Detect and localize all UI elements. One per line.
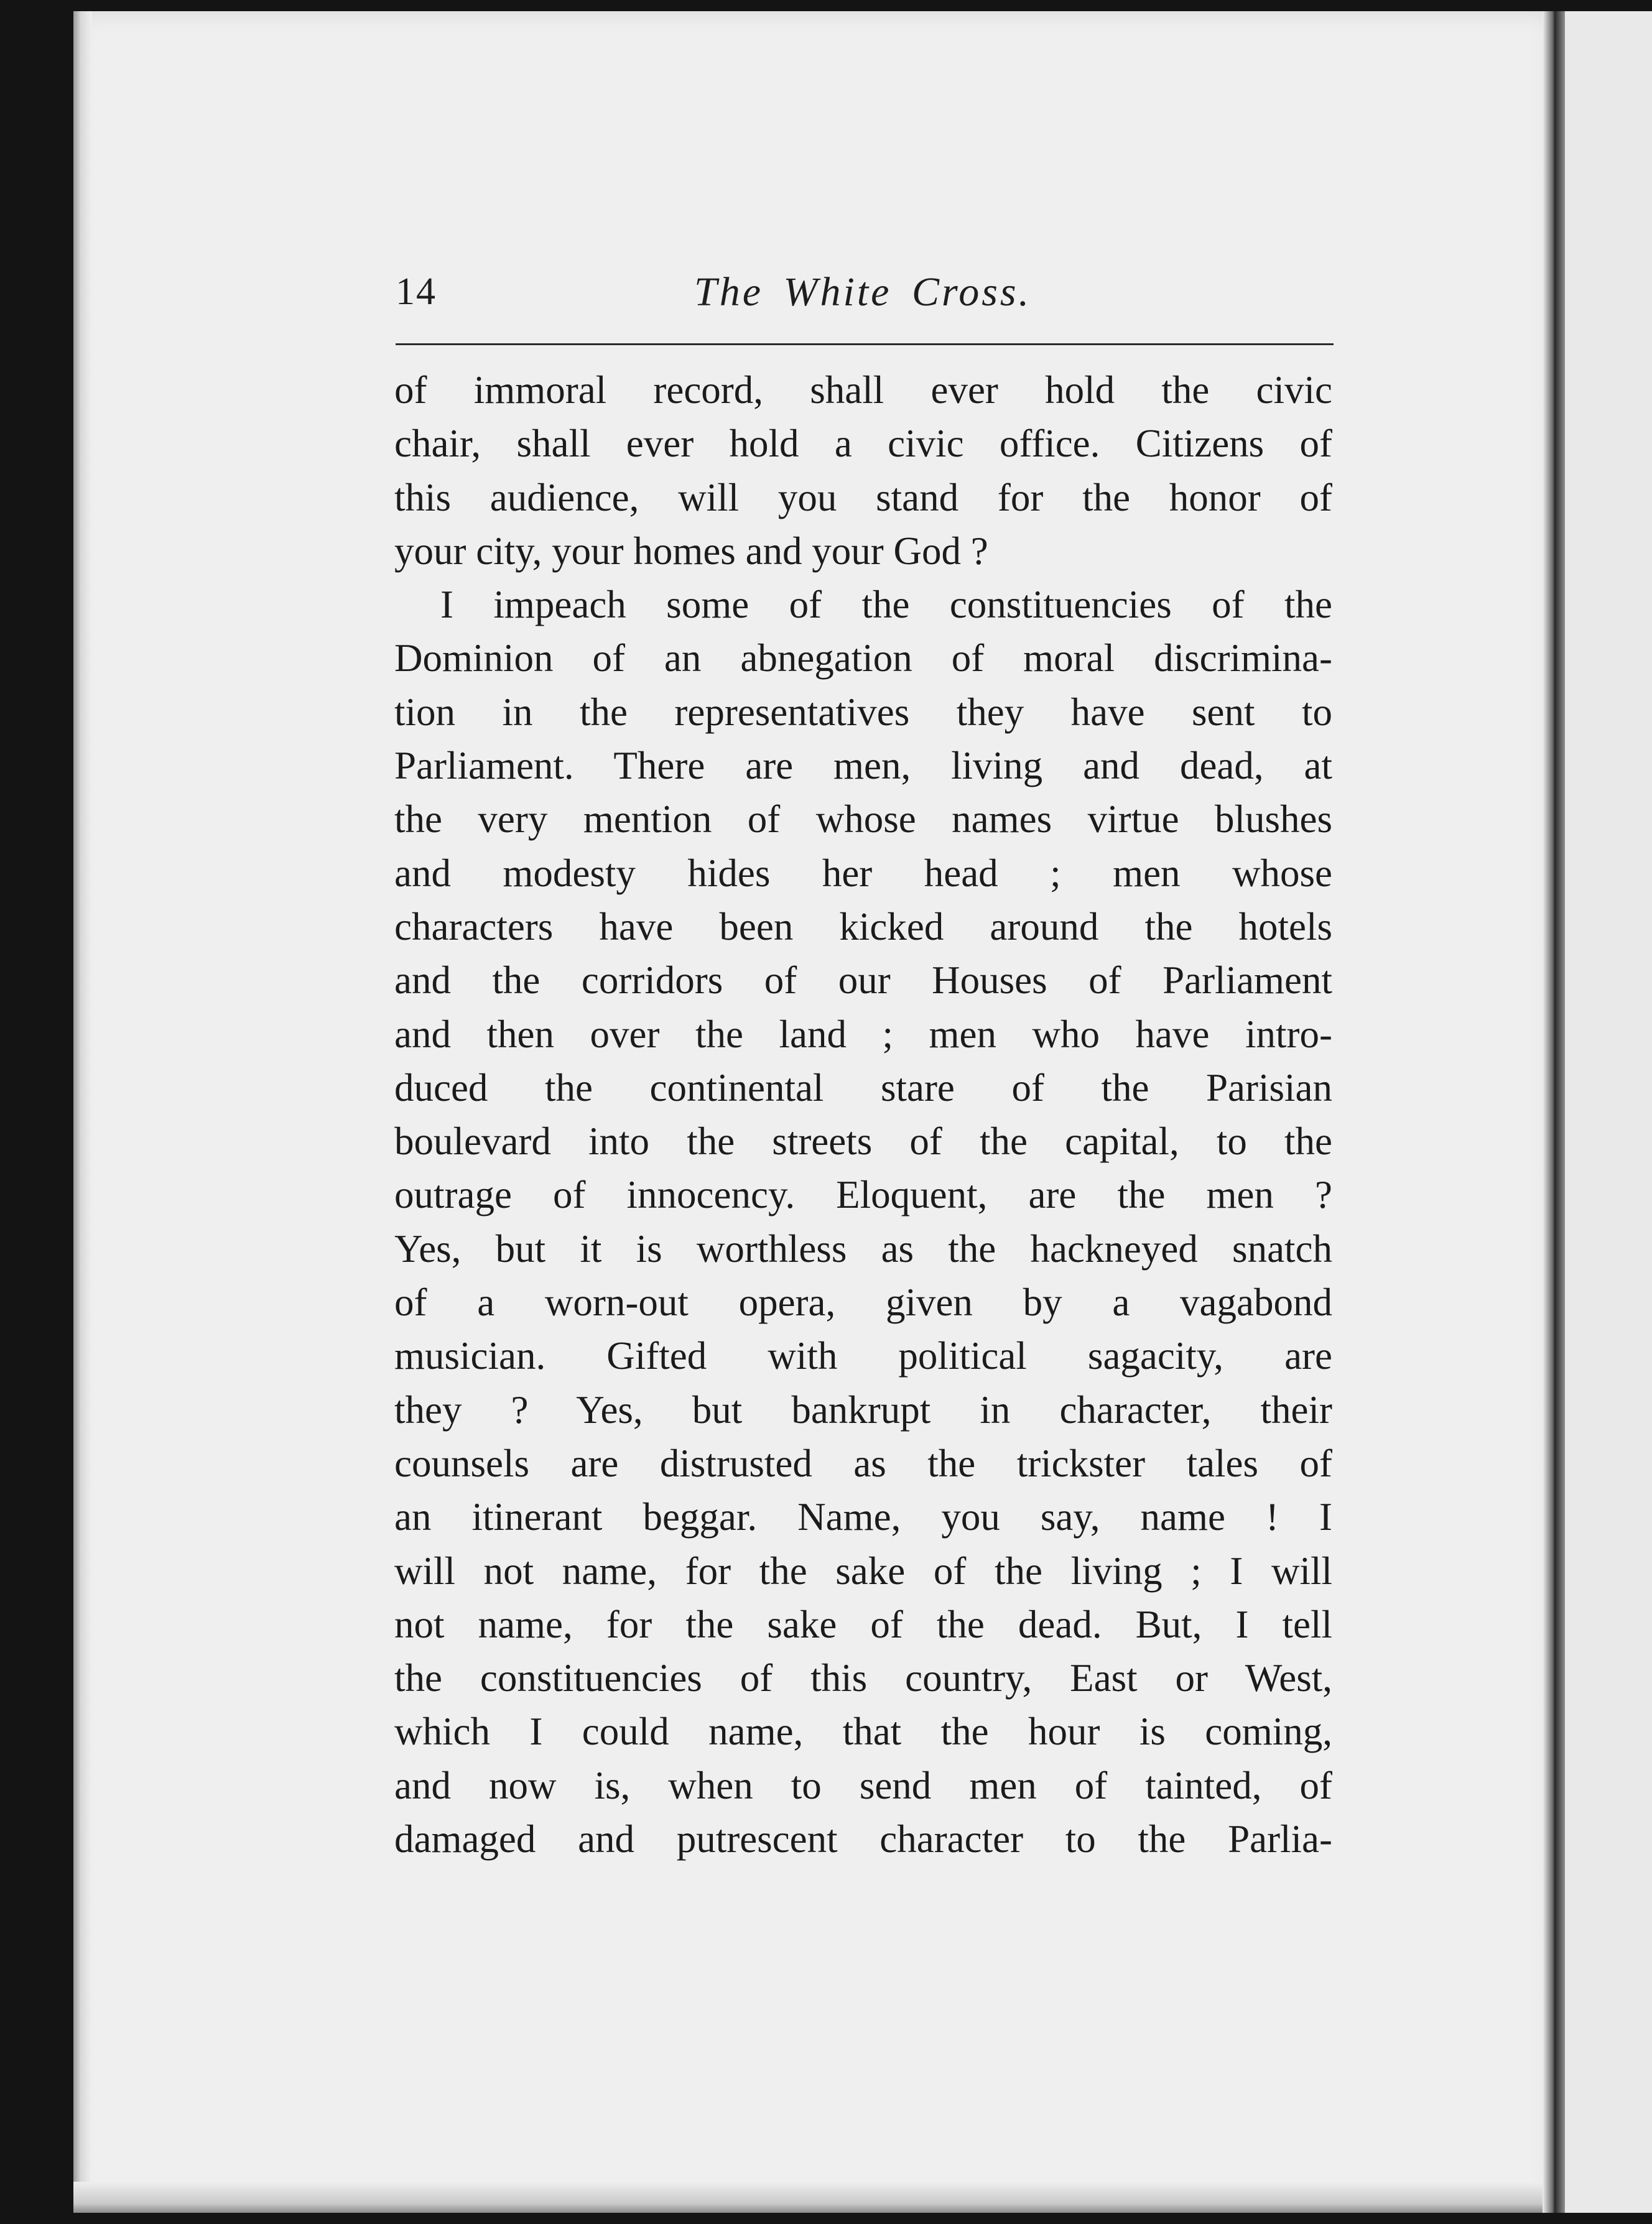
facing-page-edge bbox=[1554, 11, 1652, 2213]
running-title: The White Cross. bbox=[694, 269, 1032, 315]
text-line: not name, for the sake of the dead. But, I tell bbox=[394, 1602, 1332, 1646]
text-line: musician. Gifted with political sagacity, are bbox=[394, 1334, 1332, 1378]
text-line: of immoral record, shall ever hold the civic bbox=[394, 368, 1332, 412]
body-text bbox=[394, 363, 1332, 1866]
text-line: tion in the representatives they have sent to bbox=[394, 690, 1332, 734]
page-header bbox=[396, 264, 1334, 323]
text-line: Parliament. There are men, living and dead, at bbox=[394, 744, 1332, 788]
book-gutter bbox=[1543, 11, 1565, 2213]
text-line: outrage of innocency. Eloquent, are the men ? bbox=[394, 1173, 1332, 1217]
page-bottom-edge bbox=[73, 2182, 1554, 2213]
text-line: the very mention of whose names virtue blushes bbox=[394, 797, 1332, 841]
text-line: counsels are distrusted as the trickster tales of bbox=[394, 1441, 1332, 1485]
text-line: your city, your homes and your God ? bbox=[394, 529, 988, 573]
text-line: and now is, when to send men of tainted, of bbox=[394, 1763, 1332, 1807]
text-line: boulevard into the streets of the capital, to the bbox=[394, 1119, 1332, 1164]
text-line: the constituencies of this country, East or West, bbox=[394, 1656, 1332, 1700]
text-line: I impeach some of the constituencies of the bbox=[440, 583, 1332, 627]
text-line: duced the continental stare of the Parisian bbox=[394, 1065, 1332, 1110]
page-left-edge bbox=[73, 11, 92, 2213]
text-line: of a worn-out opera, given by a vagabond bbox=[394, 1281, 1332, 1325]
text-line: an itinerant beggar. Name, you say, name ! I bbox=[394, 1495, 1332, 1539]
text-line: damaged and putrescent character to the Parlia- bbox=[394, 1817, 1332, 1861]
text-line: will not name, for the sake of the living ; I will bbox=[394, 1549, 1332, 1593]
page-number: 14 bbox=[396, 271, 437, 313]
text-line: Dominion of an abnegation of moral discrimina- bbox=[394, 636, 1332, 680]
text-line: characters have been kicked around the hotels bbox=[394, 904, 1332, 948]
text-line: and then over the land ; men who have intro- bbox=[394, 1012, 1332, 1056]
text-line: this audience, will you stand for the honor of bbox=[394, 475, 1332, 519]
text-line: and modesty hides her head ; men whose bbox=[394, 851, 1332, 895]
text-line: which I could name, that the hour is coming, bbox=[394, 1710, 1332, 1754]
text-line: they ? Yes, but bankrupt in character, their bbox=[394, 1388, 1332, 1432]
text-line: chair, shall ever hold a civic office. Citizens of bbox=[394, 422, 1332, 466]
text-line: Yes, but it is worthless as the hackneyed snatch bbox=[394, 1226, 1332, 1271]
header-rule bbox=[396, 343, 1334, 345]
text-line: and the corridors of our Houses of Parliament bbox=[394, 958, 1332, 1003]
